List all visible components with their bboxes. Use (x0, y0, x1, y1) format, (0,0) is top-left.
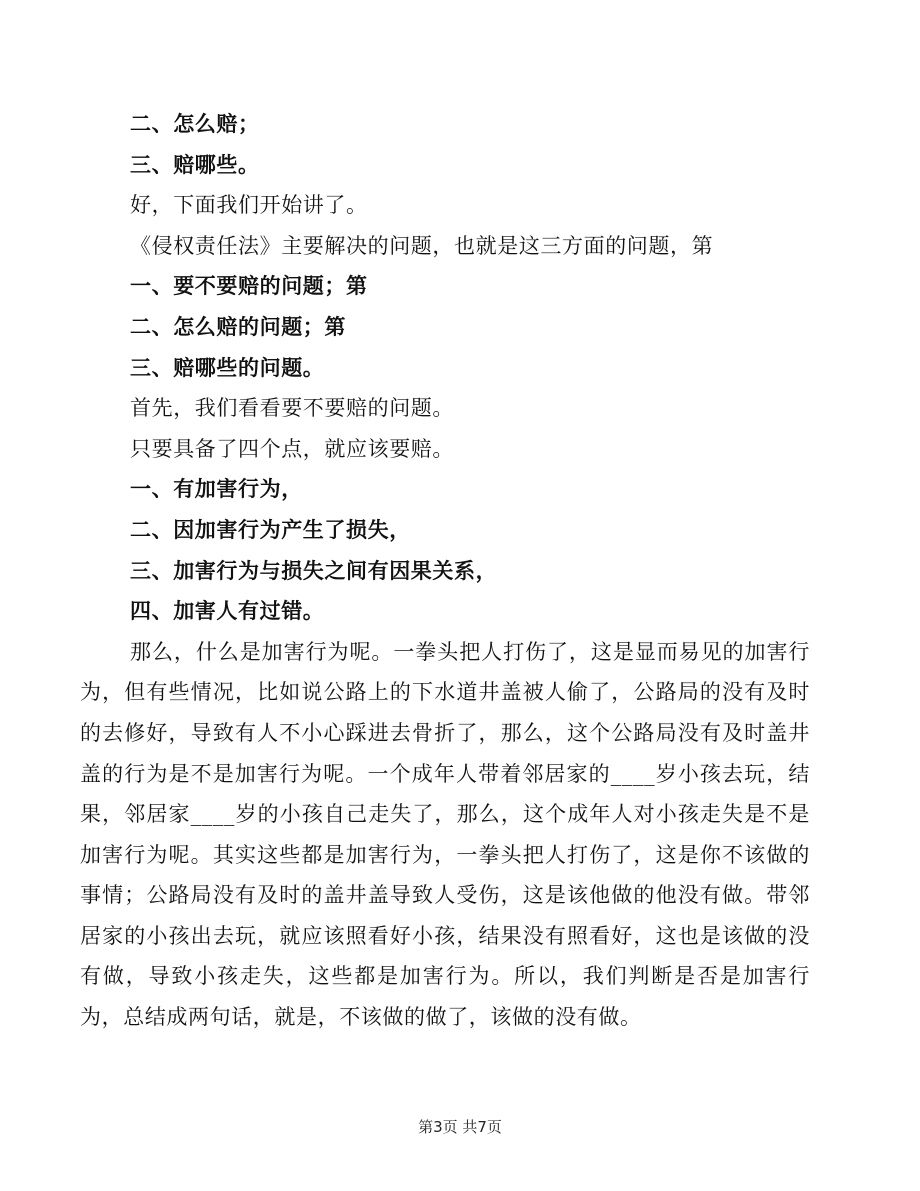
document-body (80, 104, 810, 1038)
text-line: 三、加害行为与损失之间有因果关系， (130, 557, 498, 583)
text-line: 一、要不要赔的问题；第 (130, 273, 368, 299)
body-paragraph: 那么，什么是加害行为呢。一拳头把人打伤了，这是显而易见的加害行为，但有些情况，比如说公路上的下水道井盖被人偷了，公路局的没有及时的去修好，导致有人不小心踩进去骨折了，那么，这个公路局没有及时盖井盖的行为是不是加害行为呢。一个成年人带着邻居家的____岁小孩去玩，结果，邻居家____岁的小孩自己走失了，那么，这个成年人对小孩走失是不是加害行为呢。其实这些都是加害行为，一拳头把人打伤了，这是你不该做的事情；公路局没有及时的盖井盖导致人受伤，这是该他做的他没有做。带邻居家的小孩出去玩，就应该照看好小孩，结果没有照看好，这也是该做的没有做，导致小孩走失，这些都是加害行为。所以，我们判断是否是加害行为，总结成两句话，就是，不该做的做了，该做的没有做。 (80, 639, 810, 1030)
text-line: 三、赔哪些的问题。 (130, 354, 325, 380)
text-line: 四、加害人有过错。 (130, 598, 325, 624)
text-line: 三、赔哪些。 (130, 151, 260, 177)
text-line: 一、有加害行为， (130, 476, 303, 502)
text-line: 二、怎么赔； (130, 111, 260, 136)
text-line: 好，下面我们开始讲了。 (130, 193, 368, 218)
text-line: 首先，我们看看要不要赔的问题。 (130, 396, 454, 421)
text-line: 二、因加害行为产生了损失， (130, 516, 411, 542)
text-line: 《侵权责任法》主要解决的问题，也就是这三方面的问题，第 (130, 233, 714, 258)
page-footer: 第3页 共7页 (418, 1118, 502, 1136)
text-line: 二、怎么赔的问题；第 (130, 313, 346, 339)
text-line: 只要具备了四个点，就应该要赔。 (130, 436, 454, 461)
